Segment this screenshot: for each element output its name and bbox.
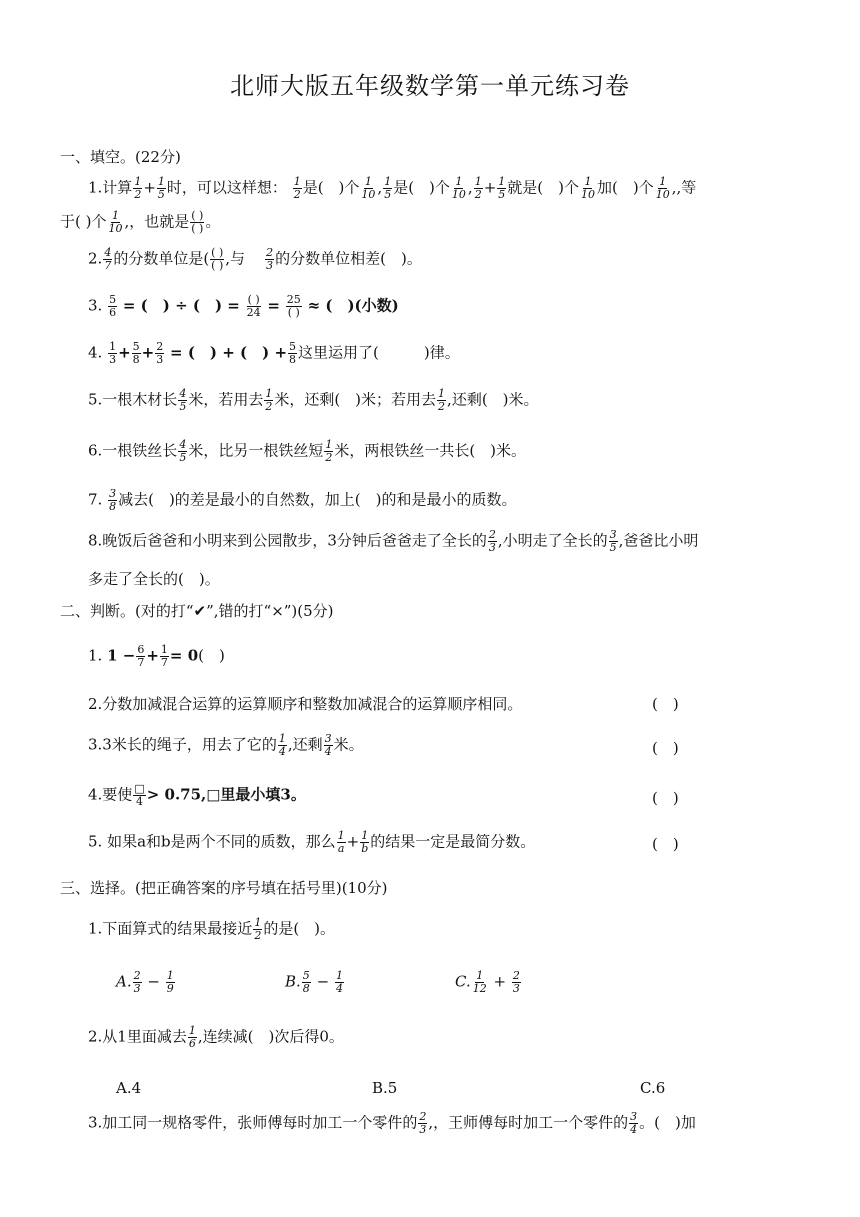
fraction: [108, 294, 117, 319]
numerator: 5: [302, 969, 310, 982]
minus: −: [147, 972, 160, 991]
numerator: 3: [609, 528, 617, 541]
fraction: [278, 733, 287, 758]
judge-5-answer-blank[interactable]: ( ): [652, 835, 679, 853]
denominator: 2: [265, 400, 273, 413]
denominator: 8: [302, 982, 310, 995]
numerator: 1: [134, 175, 142, 188]
denominator: 3: [109, 353, 117, 366]
fraction: [629, 1111, 638, 1136]
q2-text-c: ,与: [225, 249, 246, 268]
numerator: 1: [166, 969, 174, 982]
numerator: 1: [160, 643, 168, 656]
denominator: 2: [134, 188, 142, 201]
numerator: ( ): [191, 209, 204, 222]
fraction: [178, 439, 187, 464]
page-title: 北师大版五年级数学第一单元练习卷: [230, 72, 630, 100]
question-3: [88, 294, 399, 319]
fraction: [288, 341, 297, 366]
numerator: 2: [156, 340, 164, 353]
numerator: ( ): [211, 246, 224, 259]
numerator: 5: [132, 340, 140, 353]
denominator: 10: [580, 188, 595, 201]
choice-1-option-c[interactable]: [455, 970, 522, 995]
denominator: 7: [104, 259, 112, 272]
fraction: [132, 341, 141, 366]
numerator: 1: [659, 175, 667, 188]
numerator: 1: [474, 175, 482, 188]
q4-text-e: 这里运用了( )律。: [298, 343, 460, 362]
fraction: [155, 341, 164, 366]
c3-text-b: ,，王师傅每时加工一个零件的: [428, 1113, 629, 1132]
denominator: 2: [293, 188, 301, 201]
j1-text-a: 1.: [88, 646, 103, 665]
j4-text-b: > 0.75,□里最小填3。: [146, 785, 306, 804]
option-label: A.: [116, 972, 132, 991]
fraction: [512, 970, 521, 995]
question-2: [88, 247, 422, 272]
numerator: 2: [133, 969, 141, 982]
fraction: [265, 247, 274, 272]
question-5: [88, 388, 539, 413]
judge-1: [88, 644, 225, 669]
q3-text-b: = ( ) ÷ ( ) =: [122, 296, 240, 315]
numerator: 3: [109, 487, 117, 500]
choice-3: [88, 1111, 696, 1136]
c3-text-c: 。( )加: [639, 1113, 696, 1132]
q5-text-a: 5.一根木材长: [88, 390, 178, 409]
denominator: 5: [609, 541, 617, 554]
numerator: 5: [289, 340, 297, 353]
numerator: 2: [266, 246, 274, 259]
fraction: [136, 644, 145, 669]
denominator: 5: [179, 400, 187, 413]
fraction: [293, 176, 302, 201]
fraction: [246, 294, 262, 319]
denominator: ( ): [191, 222, 204, 235]
fraction: [178, 388, 187, 413]
q1-text-a: 1.计算: [88, 178, 133, 197]
choice-1: [88, 917, 335, 942]
choice-2: [88, 1025, 344, 1050]
fraction: [107, 210, 123, 235]
denominator: 10: [451, 188, 466, 201]
j1-text-d: = 0: [169, 646, 199, 665]
j3-text-a: 3.3米长的绳子，用去了它的: [88, 735, 277, 754]
numerator: 5: [109, 293, 117, 306]
denominator: 3: [133, 982, 141, 995]
judge-4: [88, 783, 306, 808]
numerator: 1: [361, 829, 369, 842]
plus: +: [493, 972, 507, 991]
section-heading-fill-blank: 一、填空。(22分): [60, 148, 181, 166]
denominator: 4: [630, 1123, 638, 1136]
denominator: ( ): [211, 259, 224, 272]
fraction: [108, 341, 117, 366]
numerator: 1: [278, 732, 286, 745]
question-8-line-1: [88, 529, 698, 554]
fraction: [488, 529, 497, 554]
q5-text-d: ,还剩( )米。: [447, 390, 539, 409]
numerator: 1: [584, 175, 592, 188]
denominator: 8: [109, 500, 117, 513]
j5-text-c: 的结果一定是最简分数。: [370, 832, 536, 851]
question-8-line-2: 多走了全长的( )。: [88, 570, 220, 588]
denominator: 2: [325, 451, 333, 464]
option-label: B.: [285, 972, 301, 991]
fraction: [210, 247, 224, 272]
denominator: 10: [361, 188, 376, 201]
fraction: [160, 644, 169, 669]
q5-text-b: 米，若用去: [188, 390, 264, 409]
denominator: 6: [109, 306, 117, 319]
fraction: [474, 176, 483, 201]
q1-text-f: 加( )个: [596, 178, 654, 197]
q3-text-d: ≈ ( )(小数): [307, 296, 399, 315]
question-1-line-2: [60, 210, 220, 235]
numerator: 25: [286, 293, 301, 306]
denominator: 4: [278, 745, 286, 758]
q2-text-b: 的分数单位是(: [113, 249, 210, 268]
denominator: 7: [137, 656, 145, 669]
judge-2-answer-blank[interactable]: ( ): [652, 695, 679, 713]
fraction: [157, 176, 166, 201]
q6-text-b: 米，比另一根铁丝短: [188, 441, 324, 460]
numerator: 3: [324, 732, 332, 745]
j3-text-c: 米。: [333, 735, 364, 754]
denominator: 5: [157, 188, 165, 201]
numerator: 1: [384, 175, 392, 188]
q8-text-c: ,爸爸比小明: [618, 531, 699, 550]
numerator: 2: [419, 1110, 427, 1123]
denominator: 5: [384, 188, 392, 201]
choice-2-option-a[interactable]: A.4: [116, 1079, 142, 1097]
q7-text-b: 减去( )的差是最小的自然数，加上( )的和是最小的质数。: [118, 490, 517, 509]
j3-text-b: ,还剩: [287, 735, 323, 754]
c2-text-b: ,连续减( )次后得0。: [197, 1027, 344, 1046]
q1-plus: +: [143, 178, 156, 197]
fraction: [133, 970, 142, 995]
fraction: [286, 294, 302, 319]
q4-plus: +: [141, 343, 155, 362]
numerator: 1: [476, 969, 484, 982]
denominator: 24: [246, 306, 261, 319]
minus: −: [316, 972, 330, 991]
fraction: [335, 970, 344, 995]
j1-text-b: 1 −: [107, 646, 136, 665]
denominator: 3: [156, 353, 164, 366]
numerator: 1: [157, 175, 165, 188]
fraction: [580, 176, 596, 201]
denominator: 6: [188, 1037, 196, 1050]
denominator: 2: [474, 188, 482, 201]
denominator: 2: [438, 400, 446, 413]
c1-text-a: 1.下面算式的结果最接近: [88, 919, 253, 938]
denominator: 4: [335, 982, 343, 995]
fraction: [472, 970, 488, 995]
numerator: 1: [455, 175, 463, 188]
fraction: [264, 388, 273, 413]
numerator: 1: [325, 438, 333, 451]
fraction: [337, 830, 346, 855]
denominator: 3: [266, 259, 274, 272]
denominator: 3: [419, 1123, 427, 1136]
choice-2-option-c[interactable]: C.6: [640, 1079, 666, 1097]
fraction: [609, 529, 618, 554]
fraction: [451, 176, 467, 201]
fraction: [166, 970, 175, 995]
q1-text-e: 就是( )个: [507, 178, 579, 197]
judge-3: [88, 733, 364, 758]
j4-text-a: 4.要使: [88, 785, 133, 804]
fraction: [418, 1111, 427, 1136]
fraction: [360, 176, 376, 201]
section-heading-choice: 三、选择。(把正确答案的序号填在括号里)(10分): [60, 879, 388, 897]
numerator: ( ): [247, 293, 260, 306]
q2-text-a: 2.: [88, 249, 103, 268]
question-6: [88, 439, 526, 464]
question-7: [88, 488, 517, 513]
denominator: 10: [655, 188, 670, 201]
numerator: 1: [111, 209, 119, 222]
denominator: 7: [160, 656, 168, 669]
denominator: 10: [108, 222, 123, 235]
denominator: 12: [472, 982, 487, 995]
denominator: 3: [488, 541, 496, 554]
c2-text-a: 2.从1里面减去: [88, 1027, 187, 1046]
q1-line2-b: ,，也就是: [124, 212, 190, 231]
numerator: 1: [188, 1024, 196, 1037]
denominator: 9: [166, 982, 174, 995]
option-label: C.: [455, 972, 471, 991]
numerator: 1: [335, 969, 343, 982]
judge-2: 2.分数加减混合运算的运算顺序和整数加减混合的运算顺序相同。: [88, 695, 523, 713]
fraction: [324, 439, 333, 464]
fraction: [190, 210, 204, 235]
q4-text-a: 4.: [88, 343, 103, 362]
q8-text-b: ,小明走了全长的: [497, 531, 608, 550]
denominator: a: [337, 842, 345, 855]
fraction: [437, 388, 446, 413]
fraction: [188, 1025, 197, 1050]
j1-answer-blank[interactable]: ( ): [198, 646, 225, 665]
numerator: 3: [630, 1110, 638, 1123]
q3-text-c: =: [267, 296, 280, 315]
judge-3-answer-blank[interactable]: ( ): [652, 739, 679, 757]
numerator: 4: [179, 438, 187, 451]
numerator: 1: [109, 340, 117, 353]
j1-plus: +: [146, 646, 159, 665]
q1-text-d: 是( )个: [393, 178, 450, 197]
q3-text-a: 3.: [88, 296, 103, 315]
fraction: [253, 917, 262, 942]
numerator: 4: [179, 387, 187, 400]
question-4: [88, 341, 460, 366]
q7-text-a: 7.: [88, 490, 103, 509]
q1-text-c: 是( )个: [302, 178, 360, 197]
fraction: [133, 783, 145, 808]
q6-text-a: 6.一根铁丝长: [88, 441, 178, 460]
choice-1-option-b[interactable]: [285, 970, 345, 995]
denominator: 8: [132, 353, 140, 366]
numerator: 1: [254, 916, 262, 929]
q4-plus: +: [118, 343, 131, 362]
numerator: 1: [364, 175, 372, 188]
numerator: 1: [337, 829, 345, 842]
j5-plus: +: [346, 832, 360, 851]
denominator: 8: [289, 353, 297, 366]
q6-text-c: 米，两根铁丝一共长( )米。: [334, 441, 527, 460]
j5-text-a: 5. 如果a和b是两个不同的质数，那么: [88, 832, 336, 851]
fraction: [103, 247, 112, 272]
numerator: 6: [137, 643, 145, 656]
fraction: [655, 176, 671, 201]
c1-text-b: 的是( )。: [263, 919, 336, 938]
q1-text-b: 时，可以这样想：: [166, 178, 287, 197]
fraction: [324, 733, 333, 758]
denominator: 2: [254, 929, 262, 942]
numerator: 1: [438, 387, 446, 400]
c3-text-a: 3.加工同一规格零件，张师傅每时加工一个零件的: [88, 1113, 418, 1132]
fraction: [108, 488, 117, 513]
numerator: □: [134, 782, 145, 795]
fraction: [497, 176, 506, 201]
choice-1-option-a[interactable]: [116, 970, 176, 995]
denominator: ( ): [287, 306, 300, 319]
question-1-line-1: [88, 176, 696, 201]
q2-text-d: 的分数单位相差( )。: [275, 249, 422, 268]
numerator: 2: [488, 528, 496, 541]
q1-comma: ,: [377, 178, 383, 197]
q1-comma: ,: [467, 178, 473, 197]
numerator: 1: [293, 175, 301, 188]
fraction: [360, 830, 369, 855]
numerator: 1: [498, 175, 506, 188]
denominator: 3: [512, 982, 520, 995]
choice-2-option-b[interactable]: B.5: [372, 1079, 398, 1097]
fraction: [302, 970, 311, 995]
q1-line2-a: 于( )个: [60, 212, 107, 231]
judge-4-answer-blank[interactable]: ( ): [652, 789, 679, 807]
q5-text-c: 米，还剩( )米；若用去: [274, 390, 437, 409]
numerator: 2: [512, 969, 520, 982]
denominator: 4: [324, 745, 332, 758]
numerator: 4: [104, 246, 112, 259]
q4-text-d: = ( ) + ( ) +: [170, 343, 288, 362]
fraction: [133, 176, 142, 201]
q1-line2-c: 。: [205, 212, 221, 231]
q8-text-a: 8.晚饭后爸爸和小明来到公园散步，3分钟后爸爸走了全长的: [88, 531, 487, 550]
section-heading-judge: 二、判断。(对的打“✔”,错的打“×”)(5分): [60, 602, 334, 620]
denominator: 5: [179, 451, 187, 464]
denominator: 5: [498, 188, 506, 201]
q1-text-g: ,,等: [671, 178, 697, 197]
judge-5: [88, 830, 535, 855]
denominator: b: [361, 842, 369, 855]
denominator: 4: [136, 795, 144, 808]
fraction: [383, 176, 392, 201]
numerator: 1: [265, 387, 273, 400]
q1-plus: +: [483, 178, 497, 197]
